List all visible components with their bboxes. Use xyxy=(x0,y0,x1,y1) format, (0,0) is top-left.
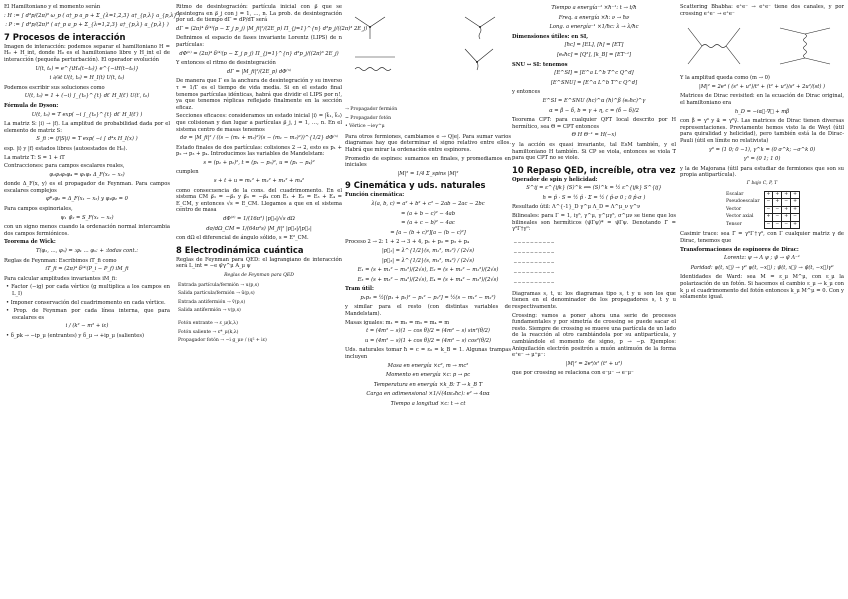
photon-line-2: Fotón saliente → ε*_μ(k,λ) xyxy=(178,329,239,335)
rule-item-2: • Imponer conservación del cuadrimomento en cada vértice. xyxy=(6,299,166,306)
kallen-eq-3: = (a + c − b)² − 4ac xyxy=(401,220,455,227)
s-channel-in-2 xyxy=(688,46,702,64)
rule-item-2-text: Imponer conservación del cuadrimomento en cada vértice. xyxy=(10,299,166,306)
diag3-photon xyxy=(477,62,478,70)
snu-heading: SNU ↔ SI: tenemos xyxy=(512,61,568,68)
cumplen-text: cumplen xyxy=(176,169,199,176)
contractions-text-4: con un signo menos cuando la ordenación normal intercambia dos campos fermiónicos. xyxy=(4,224,170,237)
table-cell: − xyxy=(791,214,800,222)
conversion-2: Momento en energía ×c: p → pc xyxy=(385,372,471,379)
trick-text: y similar para el resto (con distintas variables de Mandelstam). xyxy=(345,304,511,318)
svg-text:─ ─ ─ ─ ─ ─ ─ ─ ─ ─: ─ ─ ─ ─ ─ ─ ─ ─ ─ ─ xyxy=(514,270,554,276)
energy-eq-1: E₁ = (s + m₁² − m₂²)/(2√s), E₂ = (s + m₂² − m₁²)/(2√s) xyxy=(357,267,499,274)
decay-rate-eq: dΓ = (2π)⁴ δ⁽⁴⁾(p − Σ_j p_j) |M_fi|²/(2E_p) Π_{j=1}^{n} d³p_j/((2π)³ 2E_j) xyxy=(176,25,368,32)
table-cell: + xyxy=(764,214,773,222)
diag1-line-a xyxy=(355,17,370,27)
conversion-5: Tiempo a longitud ×c: t → ct xyxy=(390,401,466,407)
other-fermions-text: Para otros fermiones, cambiamos e → Q|e|. Para sumar varios diagramas hay que determinar el signo relativo entre ellos. Habrá que mirar la ordenación entre espinores. xyxy=(345,133,511,153)
external-line-2: Salida partícula/fermión → ū(p,s) xyxy=(178,291,255,297)
svg-text:─ ─ ─ ─ ─ ─ ─ ─ ─ ─: ─ ─ ─ ─ ─ ─ ─ ─ ─ ─ xyxy=(514,240,554,246)
table-cell: + xyxy=(791,221,800,229)
diag2-photon xyxy=(479,27,481,39)
contraction-eq: φ₁φ₂φ₃φ₄ = φ₁φ₃ Δ_F(x₁ − x₃) xyxy=(49,171,125,178)
t-channel-out-2 xyxy=(805,58,830,64)
legend-fermion: → Propagador fermión xyxy=(345,107,398,112)
wick-eq: T(φ₁, …, φₙ) = :φ₁ … φₙ: + :todas cont.: xyxy=(36,248,138,255)
dimensions-heading: Dimensiones útiles: en SI, xyxy=(512,33,589,40)
bilinears-grid-svg xyxy=(512,236,676,288)
contractions-text-3: Para campos espinoriales, xyxy=(4,206,73,213)
evolution-operator-eq: U(t, t₀) = e^{iH₀(t−t₀)} e^{−iH(t−t₀)} xyxy=(35,65,139,72)
rule-item-3-text: Prop. de Feynman por cada línea interna, que para escalares es xyxy=(12,308,170,321)
photon-line-1: Fotón entrante → ε_μ(k,λ) xyxy=(178,320,238,326)
table-cell: − xyxy=(773,206,782,214)
crossing-text-2: que por crossing se relaciona con e⁻μ⁻ → e⁻μ⁻ xyxy=(512,370,634,377)
vertex-dot-3 xyxy=(476,61,478,63)
process-text: Proceso 2 → 2: 1 + 2 → 3 + 4, p₁ + p₂ = p₃ + p₄ xyxy=(345,239,470,246)
table-row-label: Tensor xyxy=(726,221,742,227)
snu-eq-4: α = β − δ, b = γ + η, c = (δ − δ)/2 xyxy=(549,107,639,114)
cpt-text-2: y la acción es quasi invariante, tal EsM también, y el hamiltoniano H también. Si CP se viola, entonces se viola T para que CPT no se viole. xyxy=(512,141,676,162)
table-cell: − xyxy=(773,214,782,222)
interaction-picture-text: Imagen de interacción: podemos separar el hamiltoniano H = H₀ + H_int, donde H₀ es el hamiltoniano libre y H_int el de interacción (pequeña perturbación). El operador evolución xyxy=(4,43,170,63)
rule-item-4: • δ_pk → −ip_μ (entrantes) y δ_μ → +ip_μ (salientes) xyxy=(6,332,145,339)
cm-cross-section-eq: dσ/dΩ_CM = 1/(64π²s) |M_fi|² |p⃗₃|/|p⃗₁| xyxy=(206,225,312,232)
conversion-4: Carga en adimensional ×1/√(4πε₀ħc): e² → 4πα xyxy=(366,391,490,398)
s-channel-photon xyxy=(702,45,726,48)
dyson-heading: Fórmula de Dyson: xyxy=(4,102,59,109)
integral-eq: U(t, t₀) = 1 + (−i) ∫_{t₀}^{t} dt′ H_I(t′) U(t′, t₀) xyxy=(24,93,150,100)
column-3 xyxy=(345,4,511,595)
decay-rate-eq-2: dΓ = |M_fi|²/(2E_p) dΦ⁽ⁿ⁾ xyxy=(226,68,292,75)
table-row-label: Pseudoescalar xyxy=(726,199,760,205)
section-10-heading: 10 Repaso QED, increíble, otra vez xyxy=(512,164,676,175)
section-7-heading: 7 Procesos de interacción xyxy=(4,31,126,42)
parity-eq: Paridad: ψ(t, x⃗) → γ⁰ ψ(t, −x⃗) ; ψ̄(t, x⃗) → ψ̄(t, −x⃗)γ⁰ xyxy=(690,264,834,271)
dimensions-eq-2: [e₀ħc] = [Q²], [k_B] = [ET⁻¹] xyxy=(556,51,632,58)
table-cell: + xyxy=(773,199,782,207)
t-amplitude-eq: iT_fi = (2π)⁴ δ⁽⁴⁾(P_i − P_f) iM_fi xyxy=(45,266,129,273)
dirac-text: Matrices de Dirac revisited: en la ecuación de Dirac original, el hamiltoniano era xyxy=(680,93,844,106)
conversion-8: Long. a energía⁻¹ ×1/ħc: λ → λ/ħc xyxy=(549,24,639,31)
rule-item-3: • Prop. de Feynman por cada línea interna, que para escalares es xyxy=(6,308,170,321)
table-row xyxy=(724,199,799,207)
kallen-eq-2: = (a + b − c)² − 4ab xyxy=(400,210,456,217)
amplitude-text: Y la amplitud queda como (m → 0) xyxy=(680,75,770,82)
equal-masses-text: Masas iguales: m₁ = m₂ = m₃ = m₄ = m xyxy=(345,319,450,326)
diag1-line-b xyxy=(370,17,385,27)
helicity-eq: h = p̂ · S = ½ p̂ · Σ = ½ ( p̂·σ 0 ; 0 p̂·σ ) xyxy=(542,194,646,201)
amplitudes-text: Para calcular amplitudes invariantes iM_fi: xyxy=(4,275,117,282)
contraction-eq-2: φ*₁φ₂ = Δ_F(x₁ − x₂) y φ₁φ₂ = 0 xyxy=(46,196,128,203)
s-matrix-text: La matriz S: |i⟩ → |f⟩. La amplitud de probabilidad dada por el elemento de matriz S: xyxy=(4,121,170,134)
spin-average-eq: |M|² = 1/4 Σ_spins |M|² xyxy=(397,170,459,177)
snu-eq-2: [E^SNU] = [E^a L^b T^c Q^d] xyxy=(550,79,638,86)
contractions-text: Contracciones: para campos escalares reales, xyxy=(4,163,125,170)
solid-angle-text: con dΩ el diferencial de ángulo sólido, s = E²_CM. xyxy=(176,235,309,242)
s-matrix-note: esp. |i⟩ y |f⟩ estados libres (autoestados de H₀). xyxy=(4,145,128,152)
t-channel-in-1 xyxy=(780,28,805,34)
bilinears-grid xyxy=(512,236,676,288)
section-9-heading: 9 Cinemática y uds. naturales xyxy=(345,180,486,191)
bhabha-diagrams xyxy=(680,20,844,72)
table-row-label: Escalar xyxy=(726,191,744,197)
bhabha-eq: |M|² = 2e⁴ ( (s² + u²)/t² + (t² + u²)/s² + 2u²/(st) ) xyxy=(698,83,826,90)
table-cell: − xyxy=(764,199,773,207)
conversion-6: Tiempo a energía⁻¹ ×ħ⁻¹: t → t/ħ xyxy=(551,5,637,11)
symmetry-table xyxy=(724,191,800,230)
crossing-eq: |M|² = 2e⁴/s² (t² + u²) xyxy=(565,360,623,367)
table-row xyxy=(724,221,799,229)
table-cell: − xyxy=(764,206,773,214)
dimensions-eq-1: [ħc] = [EL], [ħ] = [ET] xyxy=(564,42,624,49)
hamiltonian-equation: : H := ∫ d³p/(2π)³ ω_p ( a†_p a_p + Σ_{λ=1,2,3} a†_{p,λ} a_{p,λ} ) xyxy=(4,12,181,19)
intro-text: El Hamiltoniano y el momento serán xyxy=(4,4,101,10)
table-cell: − xyxy=(773,221,782,229)
table-row xyxy=(724,191,799,199)
table-cell: − xyxy=(782,199,791,207)
cpt-text: Teorema CPT: para cualquier QFT local descrito por H hermítico, sea Θ = CPT entonces xyxy=(512,117,676,130)
feynman-rules-figure xyxy=(176,273,342,345)
spin-average-text: Promedio de espines: sumamos en finales, y promediamos en iniciales xyxy=(345,155,511,169)
t-matrix-text: La matriz T: S = 1 + iT xyxy=(4,154,65,161)
stu-eq: s + t + u = m₁² + m₂² + m₃² + m₄² xyxy=(213,178,305,185)
diag3-line-b xyxy=(477,49,493,62)
legend-photon: ~ Propagador fotón xyxy=(345,115,392,121)
table-cell: + xyxy=(782,214,791,222)
majorana-text: y la de Majorana (útil para estudiar de fermiones que son su propia antipartícula). xyxy=(680,165,844,179)
decay-rate-text-2: Y entonces el ritmo de desintegración xyxy=(176,60,276,67)
table-cell: − xyxy=(764,221,773,229)
dyson-eq: U(t, t₀) = T exp( −i ∫_{t₀}^{t} dt′ H_I(t′) ) xyxy=(31,111,143,118)
vertex-diagrams xyxy=(345,7,511,131)
column-5 xyxy=(680,4,844,595)
kallen-heading: Función cinemática: xyxy=(345,192,405,199)
bilinears-text: Bilineales: para Γ = 1, iγ⁵, γ^μ, γ^μγ⁵, σ^μν se tiene que los bilineales son hermíticos (ψ̄Γψ)* = ψ̄Γψ. Denotando Γ̄ = γ⁰Γ†γ⁰: xyxy=(512,213,676,233)
casimir-text: Casimir trace: sea Γ̄ = γ⁰Γ†γ⁰, con Γ cualquier matriz γ de Dirac, tenemos que xyxy=(680,231,844,245)
s-channel-in-1 xyxy=(688,28,702,46)
feynman-rules-text: Reglas de Feynman: Escribimos iT_fi como xyxy=(4,257,117,264)
svg-text:─ ─ ─ ─ ─ ─ ─ ─ ─ ─: ─ ─ ─ ─ ─ ─ ─ ─ ─ ─ xyxy=(514,260,554,266)
dirac-hamiltonian-eq: h_D = −iα⃗·∇⃗ + mβ xyxy=(734,108,790,115)
external-line-4: Salida antifermión → v(p,s) xyxy=(178,308,241,314)
s-matrix-eq: S_fi := ⟨f|S|i⟩ = T exp( −i ∫ d⁴x H_I(x) ) xyxy=(36,136,138,143)
wick-heading: Teorema de Wick: xyxy=(4,239,56,246)
diag3-line-a xyxy=(465,49,477,62)
diag2-line-a xyxy=(465,17,480,27)
bhabha-text: Scattering Bhabha: e⁺e⁻ → e⁺e⁻ tiene dos canales, y por crossing e⁺e⁻ → e⁺e⁻ xyxy=(680,4,844,17)
cpt-eq: Θ H Θ⁻¹ = H(−x) xyxy=(571,132,617,139)
table-cell: − xyxy=(782,221,791,229)
schrodinger-eq: i ∂/∂t U(t, t₀) = H_I(t) U(t, t₀) xyxy=(49,75,125,82)
rule-item-1: • Factor (−ig) por cada vértice (g multiplica a los campos en L_I) xyxy=(6,284,170,297)
qed-rules-text: Reglas de Feynman para QED: el lagrangiano de interacción será L_int = −e ψ̄γ^μ A_μ ψ xyxy=(176,256,342,270)
then-text: y entonces xyxy=(512,89,541,96)
two-body-text: Estado finales de dos partículas: colisiones 2 → 2, esto es p₁ + p₂ → p₃ + p₄. Introducimos las variables de Mandelstam: xyxy=(176,144,342,158)
dirac-text-2: con β = γ⁰ y α⃗ = γ⁰γ⃗. Las matrices de Dirac tienen diversas representaciones. Previamente hemos visto la de Weyl (útil para quiralidad y helicidad), pero también está la de Dirac-Pauli (útil en límite no relativista) xyxy=(680,118,844,144)
spin-operator-heading: Operador de spin y helicidad: xyxy=(512,176,598,183)
useful-result-text: Resultado útil: Λ^{-1}_D γ^μ Λ_D = Λ^μ_ν γ^ν xyxy=(512,204,641,211)
ward-identity-text: Identidades de Ward: sea M = ε_μ M^μ, con ε_μ la polarización de un fotón. Si hacemos el cambio ε_μ → k_μ con k_μ el cuadrimomento del fotón entonces k_μ M^μ = 0. Con y solamente igual. xyxy=(680,274,844,301)
kallen-eq-4: = [a − (b + c)²][a − (b − c)²] xyxy=(390,229,466,236)
snu-eq-3: E^SI = E^SNU (ħc)^α (ħ)^β (e₀ħc)^γ xyxy=(542,97,646,104)
vertex-dot-2 xyxy=(479,26,481,28)
lips-eq: dΦ⁽ⁿ⁾ = (2π)⁴ δ⁽⁴⁾(p − Σ_j p_j) Π_{j=1}^{n} d³p_j/((2π)³ 2E_j) xyxy=(179,50,339,57)
conversion-3: Temperatura en energía ×k_B: T → k_B T xyxy=(373,381,483,388)
cross-section-eq: dσ = |M_fi|² / ((s − (m₁ + m₂)²)(s − (m₁ − m₂)²))^{1/2} dΦ⁽ⁿ⁾ xyxy=(180,135,338,142)
table-cell: + xyxy=(782,191,791,199)
t-mandelstam-eq: t = (4m² − s)(1 − cos θ)/2 = (4m² − s) sin²(θ/2) xyxy=(366,328,490,335)
table-row-label: Vector xyxy=(726,206,742,212)
p3-eq: |p⃗₃| = λ^{1/2}(s, m₃², m₄²) / (2√s) xyxy=(381,257,475,264)
rule-item-1-text: Factor (−ig) por cada vértice (g multiplica a los campos en L_I) xyxy=(11,284,170,297)
s-channel-out-1 xyxy=(726,28,740,46)
kallen-eq-1: λ(a, b, c) = a² + b² + c² − 2ab − 2ac − 2bc xyxy=(371,200,485,207)
conversion-7: Freq. a energía ×ħ: ν → ħν xyxy=(558,14,630,21)
t-channel-in-2 xyxy=(780,58,805,64)
table-cell: + xyxy=(791,199,800,207)
table-row xyxy=(724,206,799,214)
trick-heading: Tram útil: xyxy=(345,286,374,293)
vertex-dot-1 xyxy=(369,26,371,28)
snu-eq-1: [E^SI] = [E^a L^b T^c Q^d] xyxy=(554,70,634,77)
svg-text:─ ─ ─ ─ ─ ─ ─ ─ ─ ─: ─ ─ ─ ─ ─ ─ ─ ─ ─ ─ xyxy=(514,250,554,256)
mandelstam-eq: s = (p₁ + p₂)², t = (p₁ − p₃)², u = (p₁ − p₄)² xyxy=(203,159,315,166)
photon-propagator-line xyxy=(355,68,391,71)
symmetry-table-title: Γ̄ bajo C, P, T xyxy=(746,180,778,186)
table-row xyxy=(724,214,799,222)
table-cell: + xyxy=(773,191,782,199)
gamma5-eq: γ⁵ = (0 1; 1 0) xyxy=(743,156,781,163)
legend-vertex: • Vértice −ieγ^μ xyxy=(345,124,385,130)
feynman-rules-figure-title: Reglas de Feynman para QED xyxy=(224,273,294,278)
column-1 xyxy=(4,4,181,595)
vertex-diagrams-svg xyxy=(345,7,511,107)
cross-sections-text: Secciones eficaces: consideramos un estado inicial |i⟩ = |k⃗₁, k⃗₂⟩ que colisionan y dan lugar a partículas p⃗_j, j = 1, …, n. En el sistema centro de masas tenemos xyxy=(176,113,342,133)
t-channel-out-1 xyxy=(805,28,830,34)
table-cell: + xyxy=(791,191,800,199)
natural-units-text: Uds. naturales tomar ħ = c = ε₀ = k_B = 1. Algunas trampas incluyen xyxy=(345,347,511,361)
propagator-eq: i / (k² − m² + iε) xyxy=(65,323,109,330)
t-channel-photon xyxy=(804,34,807,58)
gamma-matrices-eq: γ⁰ = (1 0; 0 −1), γ^k = (0 σ^k; −σ^k 0) xyxy=(708,146,816,153)
contraction-eq-3: ψ₁ ψ̄₂ = S_F(x₁ − x₂) xyxy=(60,214,114,221)
phase-space-2-eq: dΦ⁽²⁾ = 1/(16π²) |p⃗₃|/√s dΩ xyxy=(223,216,295,223)
spinor-transformations-heading: Transformaciones de espinores de Dirac: xyxy=(680,246,799,253)
s-channel-out-2 xyxy=(726,46,740,64)
spin-eq: S^ij = ε^{ijk} (S)^k ⟺ (S)^k = ½ ε^{ijk} S^{ij} xyxy=(526,185,662,192)
table-row-label: Vector axial xyxy=(726,214,754,220)
section-8-heading: 8 Electrodinámica cuántica xyxy=(176,244,304,255)
photon-line-3: Propagador fotón → −i g_μν / (q² + iε) xyxy=(178,338,267,344)
cm-frame-text: como consecuencia de la cons. del cuadrimomento. En el sistema CM p⃗₁ = −p⃗₂ y p⃗₃ = −p⃗₄ con E₁ + E₂ = E₃ + E₄ = E_CM, y entonces √s = E_CM. Llegamos a que en el sistema centro de masa xyxy=(176,187,342,214)
contractions-text-2: donde Δ_F(x, y) es el propagador de Feynman. Para campos escalares complejos xyxy=(4,181,170,194)
table-cell: + xyxy=(791,206,800,214)
solutions-text: Podemos escribir sus soluciones como xyxy=(4,84,105,91)
table-cell: + xyxy=(764,191,773,199)
table-cell: + xyxy=(782,206,791,214)
lorentz-eq: Lorentz: ψ → Λ ψ ; ψ̄ → ψ̄ Λ⁻¹ xyxy=(724,255,800,262)
external-line-3: Entrada antifermión → v̄(p,s) xyxy=(178,299,246,305)
u-mandelstam-eq: u = (4m² − s)(1 + cos θ)/2 = (4m² − s) cos²(θ/2) xyxy=(364,337,492,344)
crossing-text: Crossing: vamos a poner ahora una serie de procesos fundamentales y por simetría de crossing se puede sacar el resto. Siempre de crossing se mueve una partícula de un lado de la reacción al otro cambiándola por su antipartícula, y cambiándole el momento de signo, p → −p. Ejemplos: Aniquilación electrón positrón a muón antimuón de la forma e⁺e⁻ → μ⁺μ⁻: xyxy=(512,312,676,359)
conversion-1: Masa en energía ×c², m → mc² xyxy=(387,362,469,369)
diag2-line-b xyxy=(480,17,495,27)
momentum-equation: : P := ∫ d³p/(2π)³ ( a†_p a_p + Σ_{λ=1,2,3} a†_{p,λ} a_{p,λ} ) xyxy=(5,22,169,29)
bhabha-diagrams-svg xyxy=(680,20,844,72)
column-4 xyxy=(512,4,676,595)
svg-text:─ ─ ─ ─ ─ ─ ─ ─ ─ ─: ─ ─ ─ ─ ─ ─ ─ ─ ─ ─ xyxy=(514,280,554,286)
lips-text: Definimos el espacio de fases invariante Lorentz (LIPS) de n partículas: xyxy=(176,35,342,48)
rule-item-4-text: δ_pk → −ip_μ (entrantes) y δ_μ → +ip_μ (salientes) xyxy=(10,332,145,339)
trick-eq: p₁p₂ = ½[(p₁ + p₂)² − p₁² − p₂²] = ½(s − m₁² − m₂²) xyxy=(360,294,496,301)
decay-rate-text: Ritmo de desintegración: partícula inicial con p⃗ que se desintegra en p⃗_j con j = 1, …, n. La prob. de desintegración por ud. de tiempo dΓ = dP/dT será xyxy=(176,4,342,24)
p1-eq: |p⃗₁| = λ^{1/2}(s, m₁², m₂²) / (2√s) xyxy=(381,247,475,254)
external-line-1: Entrada partícula/fermión → u(p,s) xyxy=(178,282,259,288)
stu-diagrams-text: Diagramas s, t, u: los diagramas tipo s, t y u son los que tienen en el denominador de los propagadores s, t y u respectivamente. xyxy=(512,290,676,311)
energy-eq-2: E₃ = (s + m₃² − m₄²)/(2√s), E₄ = (s + m₄² − m₃²)/(2√s) xyxy=(357,276,499,283)
width-text: De manera que Γ es la anchura de desintegración y su inverso τ = 1/Γ es el tiempo de vida media. Si en el estado final tenemos partículas idénticas, habrá que dividir el LIPS por n!, ya que tenemos réplicas reflejado finalmente en la sección eficaz. xyxy=(176,78,342,111)
